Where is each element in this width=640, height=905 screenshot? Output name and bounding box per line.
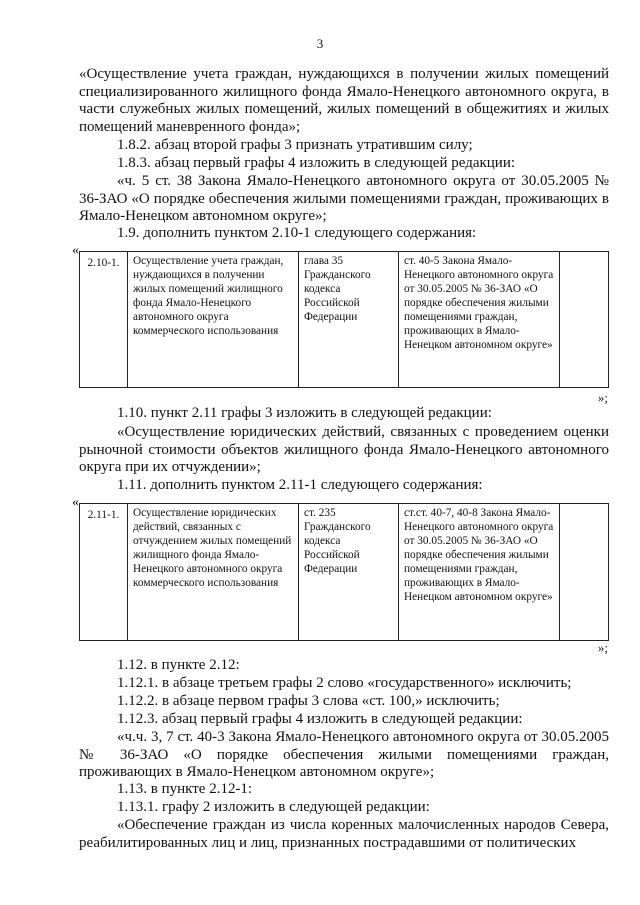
opening-quote-2: «	[72, 495, 79, 510]
opening-quote-1: «	[72, 243, 79, 258]
paragraph-1-12-3: 1.12.3. абзац первый графы 4 изложить в следующей редакции:	[117, 711, 523, 727]
activity-cell: Осуществление юридических действий, связанных с отчуждением жилых помещений жилищного фонда Ямало-Ненецкого автономного округа коммерческого использования	[128, 504, 299, 641]
insert-table-2-11-1	[79, 503, 609, 641]
paragraph-1-11: 1.11. дополнить пунктом 2.11-1 следующего содержания:	[117, 477, 483, 493]
paragraph-quote-indigenous: «Обеспечение граждан из числа коренных малочисленных народов Севера, реабилитированных лиц и лиц, признанных пострадавшими от политических	[79, 817, 609, 851]
empty-cell	[560, 252, 609, 388]
item-number: 2.10-1.	[80, 252, 128, 388]
paragraph-1-8-3: 1.8.3. абзац первый графы 4 изложить в следующей редакции:	[117, 155, 516, 171]
paragraph-law-reference-1: «ч. 5 ст. 38 Закона Ямало-Ненецкого автономного округа от 30.05.2005 № 36-ЗАО «О порядке обеспечения жилыми помещениями граждан, проживающих в Ямало-Ненецком автономном округе»;	[79, 173, 609, 225]
paragraph-1-9: 1.9. дополнить пунктом 2.10-1 следующего содержания:	[117, 225, 477, 241]
table-row	[80, 252, 609, 388]
regional-basis-cell: ст. 40-5 Закона Ямало-Ненецкого автономного округа от 30.05.2005 № 36-ЗАО «О порядке обеспечения жилыми помещениями граждан, проживающих в Ямало-Ненецком автономном округе»	[399, 252, 560, 388]
paragraph-1-12-1: 1.12.1. в абзаце третьем графы 2 слово «государственного» исключить;	[117, 675, 572, 691]
activity-cell: Осуществление учета граждан, нуждающихся в получении жилых помещений жилищного фонда Ямало-Ненецкого автономного округа коммерческого использования	[128, 252, 299, 388]
page-number: 3	[316, 36, 324, 51]
paragraph-quote-accounting: «Осуществление учета граждан, нуждающихся в получении жилых помещений специализированного жилищного фонда Ямало-Ненецкого автономного округа, в части служебных жилых помещений, жилых помещений в общежитиях и жилых помещений маневренного фонда»;	[79, 66, 609, 135]
paragraph-1-12-2: 1.12.2. в абзаце первом графы 3 слова «ст. 100,» исключить;	[117, 693, 500, 709]
federal-basis-cell: глава 35 Гражданского кодекса Российской Федерации	[299, 252, 399, 388]
paragraph-1-12: 1.12. в пункте 2.12:	[117, 657, 240, 673]
paragraph-1-8-2: 1.8.2. абзац второй графы 3 признать утратившим силу;	[117, 137, 473, 153]
table-row	[80, 504, 609, 641]
closing-quote-2: »;	[597, 640, 608, 655]
insert-table-2-10-1	[79, 251, 609, 388]
paragraph-1-13-1: 1.13.1. графу 2 изложить в следующей редакции:	[117, 799, 430, 815]
paragraph-quote-legal-actions: «Осуществление юридических действий, связанных с проведением оценки рыночной стоимости объектов жилищного фонда Ямало-Ненецкого автономного округа при их отчуждении»;	[79, 424, 609, 476]
regional-basis-cell: ст.ст. 40-7, 40-8 Закона Ямало-Ненецкого автономного округа от 30.05.2005 № 36-ЗАО «О порядке обеспечения жилыми помещениями граждан, проживающих в Ямало-Ненецком автономном округе»	[399, 504, 560, 641]
empty-cell	[560, 504, 609, 641]
federal-basis-cell: ст. 235 Гражданского кодекса Российской Федерации	[299, 504, 399, 641]
paragraph-1-10: 1.10. пункт 2.11 графы 3 изложить в следующей редакции:	[117, 405, 492, 421]
paragraph-law-reference-2: «ч.ч. 3, 7 ст. 40-3 Закона Ямало-Ненецкого автономного округа от 30.05.2005 № 36-ЗАО «О порядке обеспечения жилыми помещениями граждан, проживающих в Ямало-Ненецком автономном округе»;	[79, 729, 609, 781]
item-number: 2.11-1.	[80, 504, 128, 641]
paragraph-1-13: 1.13. в пункте 2.12-1:	[117, 781, 253, 797]
closing-quote-1: »;	[597, 390, 608, 405]
